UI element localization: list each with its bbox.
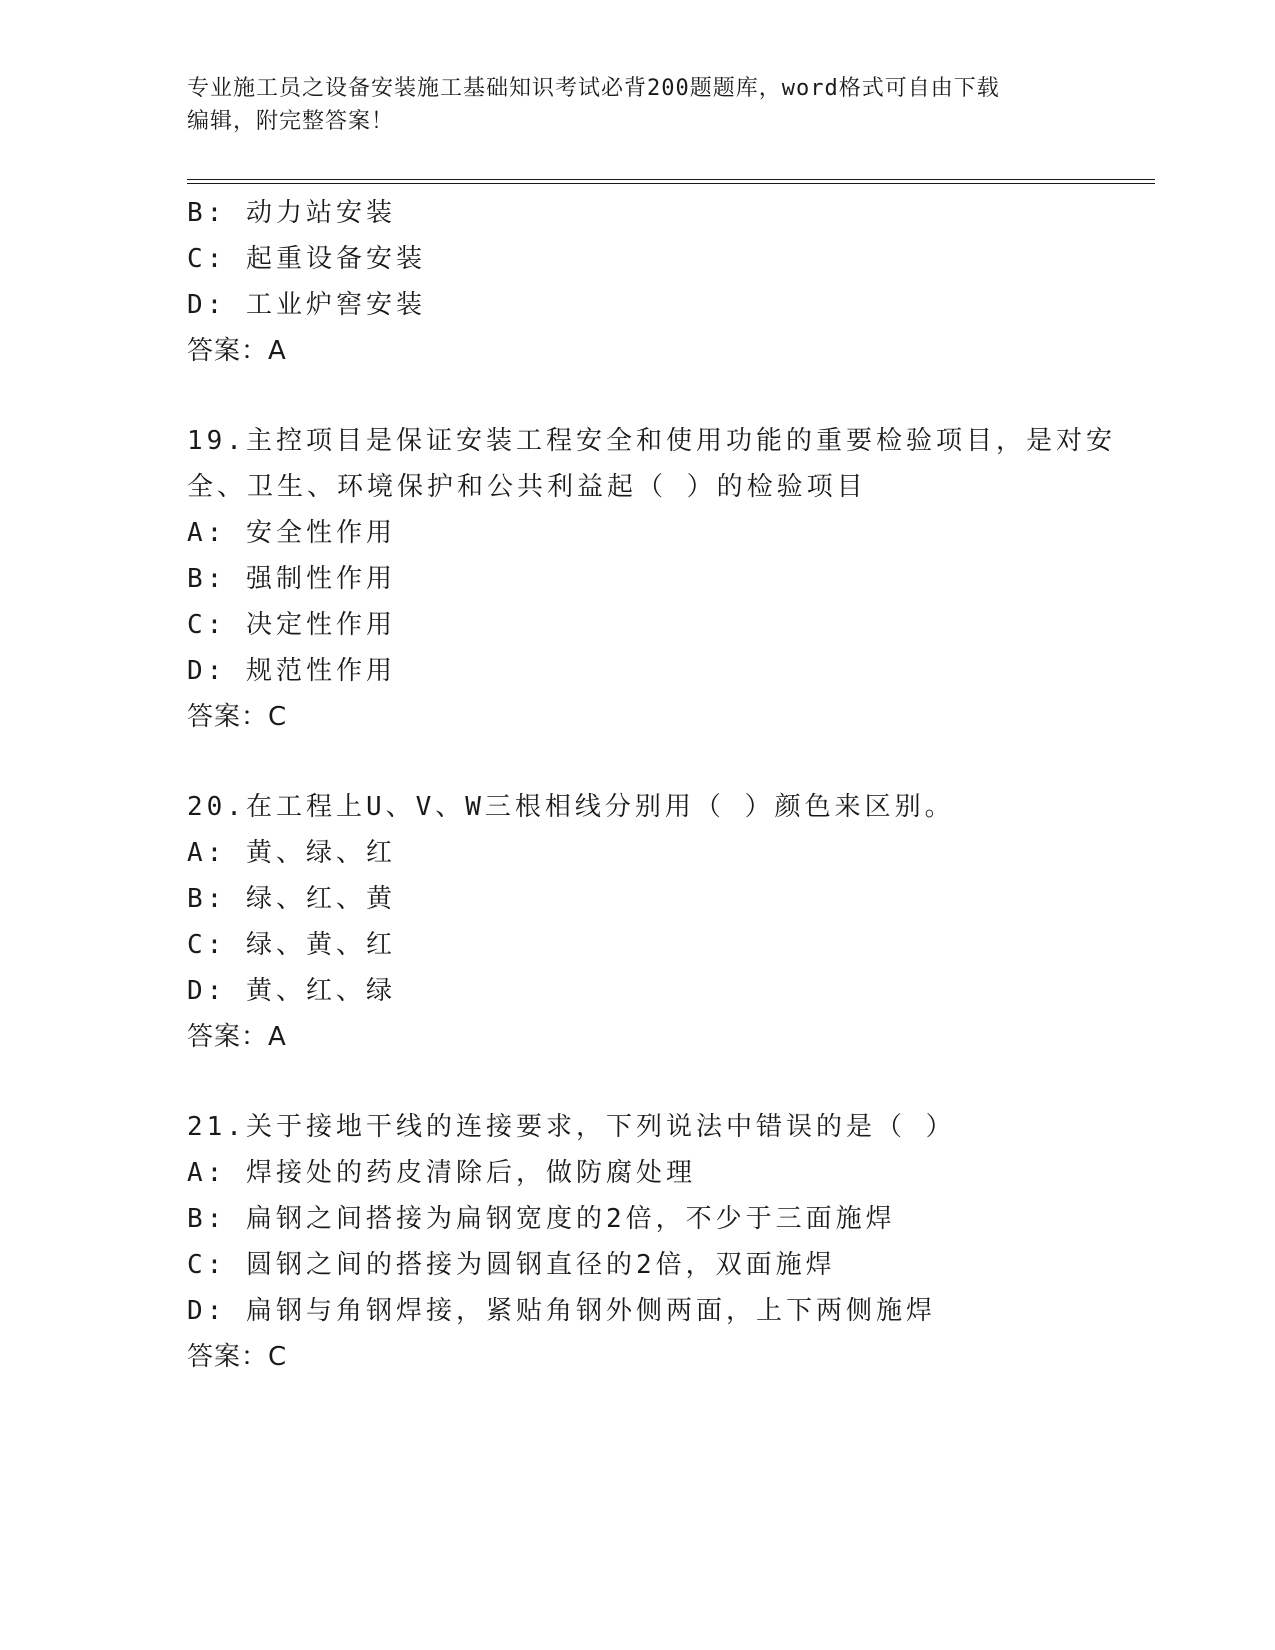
question-stem-line-1: 20.在工程上U、V、W三根相线分别用（ ）颜色来区别。: [187, 792, 955, 822]
option-d: D: 扁钢与角钢焊接，紧贴角钢外侧两面，上下两侧施焊: [187, 1296, 936, 1326]
option-c: C: 起重设备安装: [187, 244, 426, 274]
option-c: C: 决定性作用: [187, 610, 396, 640]
question-21: [187, 1104, 1087, 1380]
option-b: B: 动力站安装: [187, 198, 396, 228]
header-divider-bottom: [187, 183, 1155, 184]
option-a: A: 黄、绿、红: [187, 838, 396, 868]
header-divider-top: [187, 179, 1155, 180]
header-title-line-1: 专业施工员之设备安装施工基础知识考试必背200题题库，word格式可自由下载: [187, 76, 1000, 101]
option-b: B: 强制性作用: [187, 564, 396, 594]
answer-line: 答案：C: [187, 702, 288, 732]
document-header: [187, 72, 1067, 138]
question-list: [187, 190, 1116, 1380]
option-c: C: 绿、黄、红: [187, 930, 396, 960]
question-19: [187, 418, 1116, 740]
question-stem-line-2: 全、卫生、环境保护和公共利益起（ ）的检验项目: [187, 472, 867, 502]
option-b: B: 绿、红、黄: [187, 884, 396, 914]
question-20: [187, 784, 1087, 1060]
option-c: C: 圆钢之间的搭接为圆钢直径的2倍，双面施焊: [187, 1250, 836, 1280]
option-d: D: 规范性作用: [187, 656, 396, 686]
question-18-tail: [187, 190, 1087, 374]
question-stem-line-1: 21.关于接地干线的连接要求，下列说法中错误的是（ ）: [187, 1112, 956, 1142]
answer-line: 答案：A: [187, 1022, 287, 1052]
option-b: B: 扁钢之间搭接为扁钢宽度的2倍，不少于三面施焊: [187, 1204, 896, 1234]
option-a: A: 安全性作用: [187, 518, 396, 548]
answer-line: 答案：C: [187, 1342, 288, 1372]
option-d: D: 黄、红、绿: [187, 976, 396, 1006]
header-title-line-2: 编辑，附完整答案！: [187, 109, 395, 134]
option-a: A: 焊接处的药皮清除后，做防腐处理: [187, 1158, 696, 1188]
answer-line: 答案：A: [187, 336, 287, 366]
question-stem-line-1: 19.主控项目是保证安装工程安全和使用功能的重要检验项目，是对安: [187, 426, 1116, 456]
option-d: D: 工业炉窖安装: [187, 290, 426, 320]
